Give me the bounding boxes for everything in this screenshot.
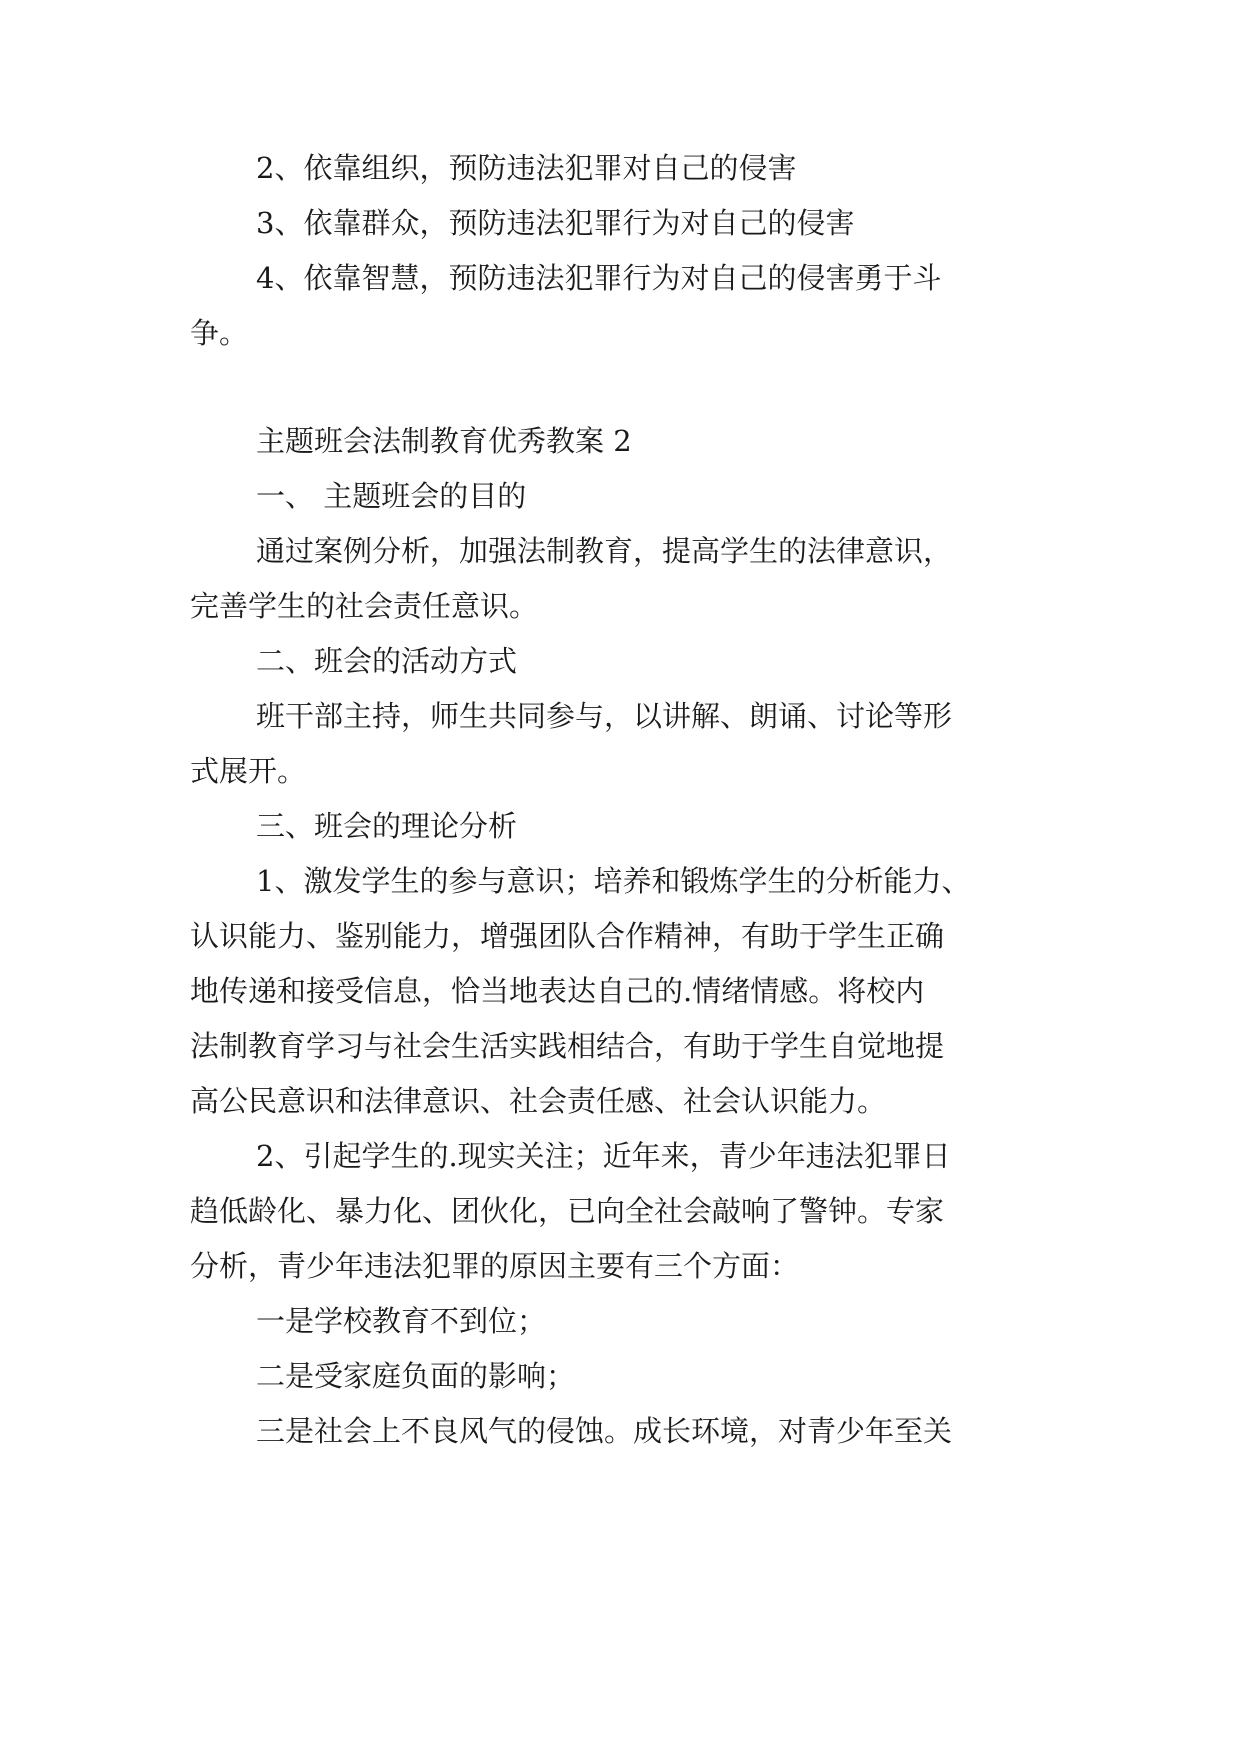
reason-item-2: 二是受家庭负面的影响； (256, 1359, 576, 1393)
paragraph-reality-line1: 2、引起学生的.现实关注；近年来，青少年违法犯罪日 (256, 1139, 951, 1173)
paragraph-theory-line2: 认识能力、鉴别能力，增强团队合作精神，有助于学生正确 (190, 919, 945, 953)
list-item-2: 2、依靠组织，预防违法犯罪对自己的侵害 (256, 151, 797, 185)
paragraph-purpose-line1: 通过案例分析，加强法制教育，提高学生的法律意识， (256, 534, 953, 568)
paragraph-reality-line2: 趋低龄化、暴力化、团伙化，已向全社会敲响了警钟。专家 (190, 1194, 945, 1228)
list-item-4-line2: 争。 (190, 316, 249, 350)
paragraph-theory-line4: 法制教育学习与社会生活实践相结合，有助于学生自觉地提 (190, 1029, 945, 1063)
reason-item-1: 一是学校教育不到位； (256, 1304, 547, 1338)
paragraph-theory-line1: 1、激发学生的参与意识；培养和锻炼学生的分析能力、 (256, 864, 971, 898)
paragraph-reality-line3: 分析，青少年违法犯罪的原因主要有三个方面： (190, 1249, 800, 1283)
list-item-3: 3、依靠群众，预防违法犯罪行为对自己的侵害 (256, 206, 855, 240)
paragraph-theory-line3: 地传递和接受信息，恰当地表达自己的.情绪情感。将校内 (190, 974, 925, 1008)
list-item-4-line1: 4、依靠智慧，预防违法犯罪行为对自己的侵害勇于斗 (256, 261, 942, 295)
reason-item-3: 三是社会上不良风气的侵蚀。成长环境，对青少年至关 (256, 1414, 953, 1448)
paragraph-activity-line2: 式展开。 (190, 754, 307, 788)
paragraph-theory-line5: 高公民意识和法律意识、社会责任感、社会认识能力。 (190, 1084, 887, 1118)
paragraph-activity-line1: 班干部主持，师生共同参与，以讲解、朗诵、讨论等形 (256, 699, 953, 733)
section-title: 主题班会法制教育优秀教案 2 (256, 424, 632, 458)
heading-purpose: 一、 主题班会的目的 (256, 479, 527, 513)
paragraph-purpose-line2: 完善学生的社会责任意识。 (190, 589, 539, 623)
heading-activity: 二、班会的活动方式 (256, 644, 518, 678)
heading-theory: 三、班会的理论分析 (256, 809, 518, 843)
